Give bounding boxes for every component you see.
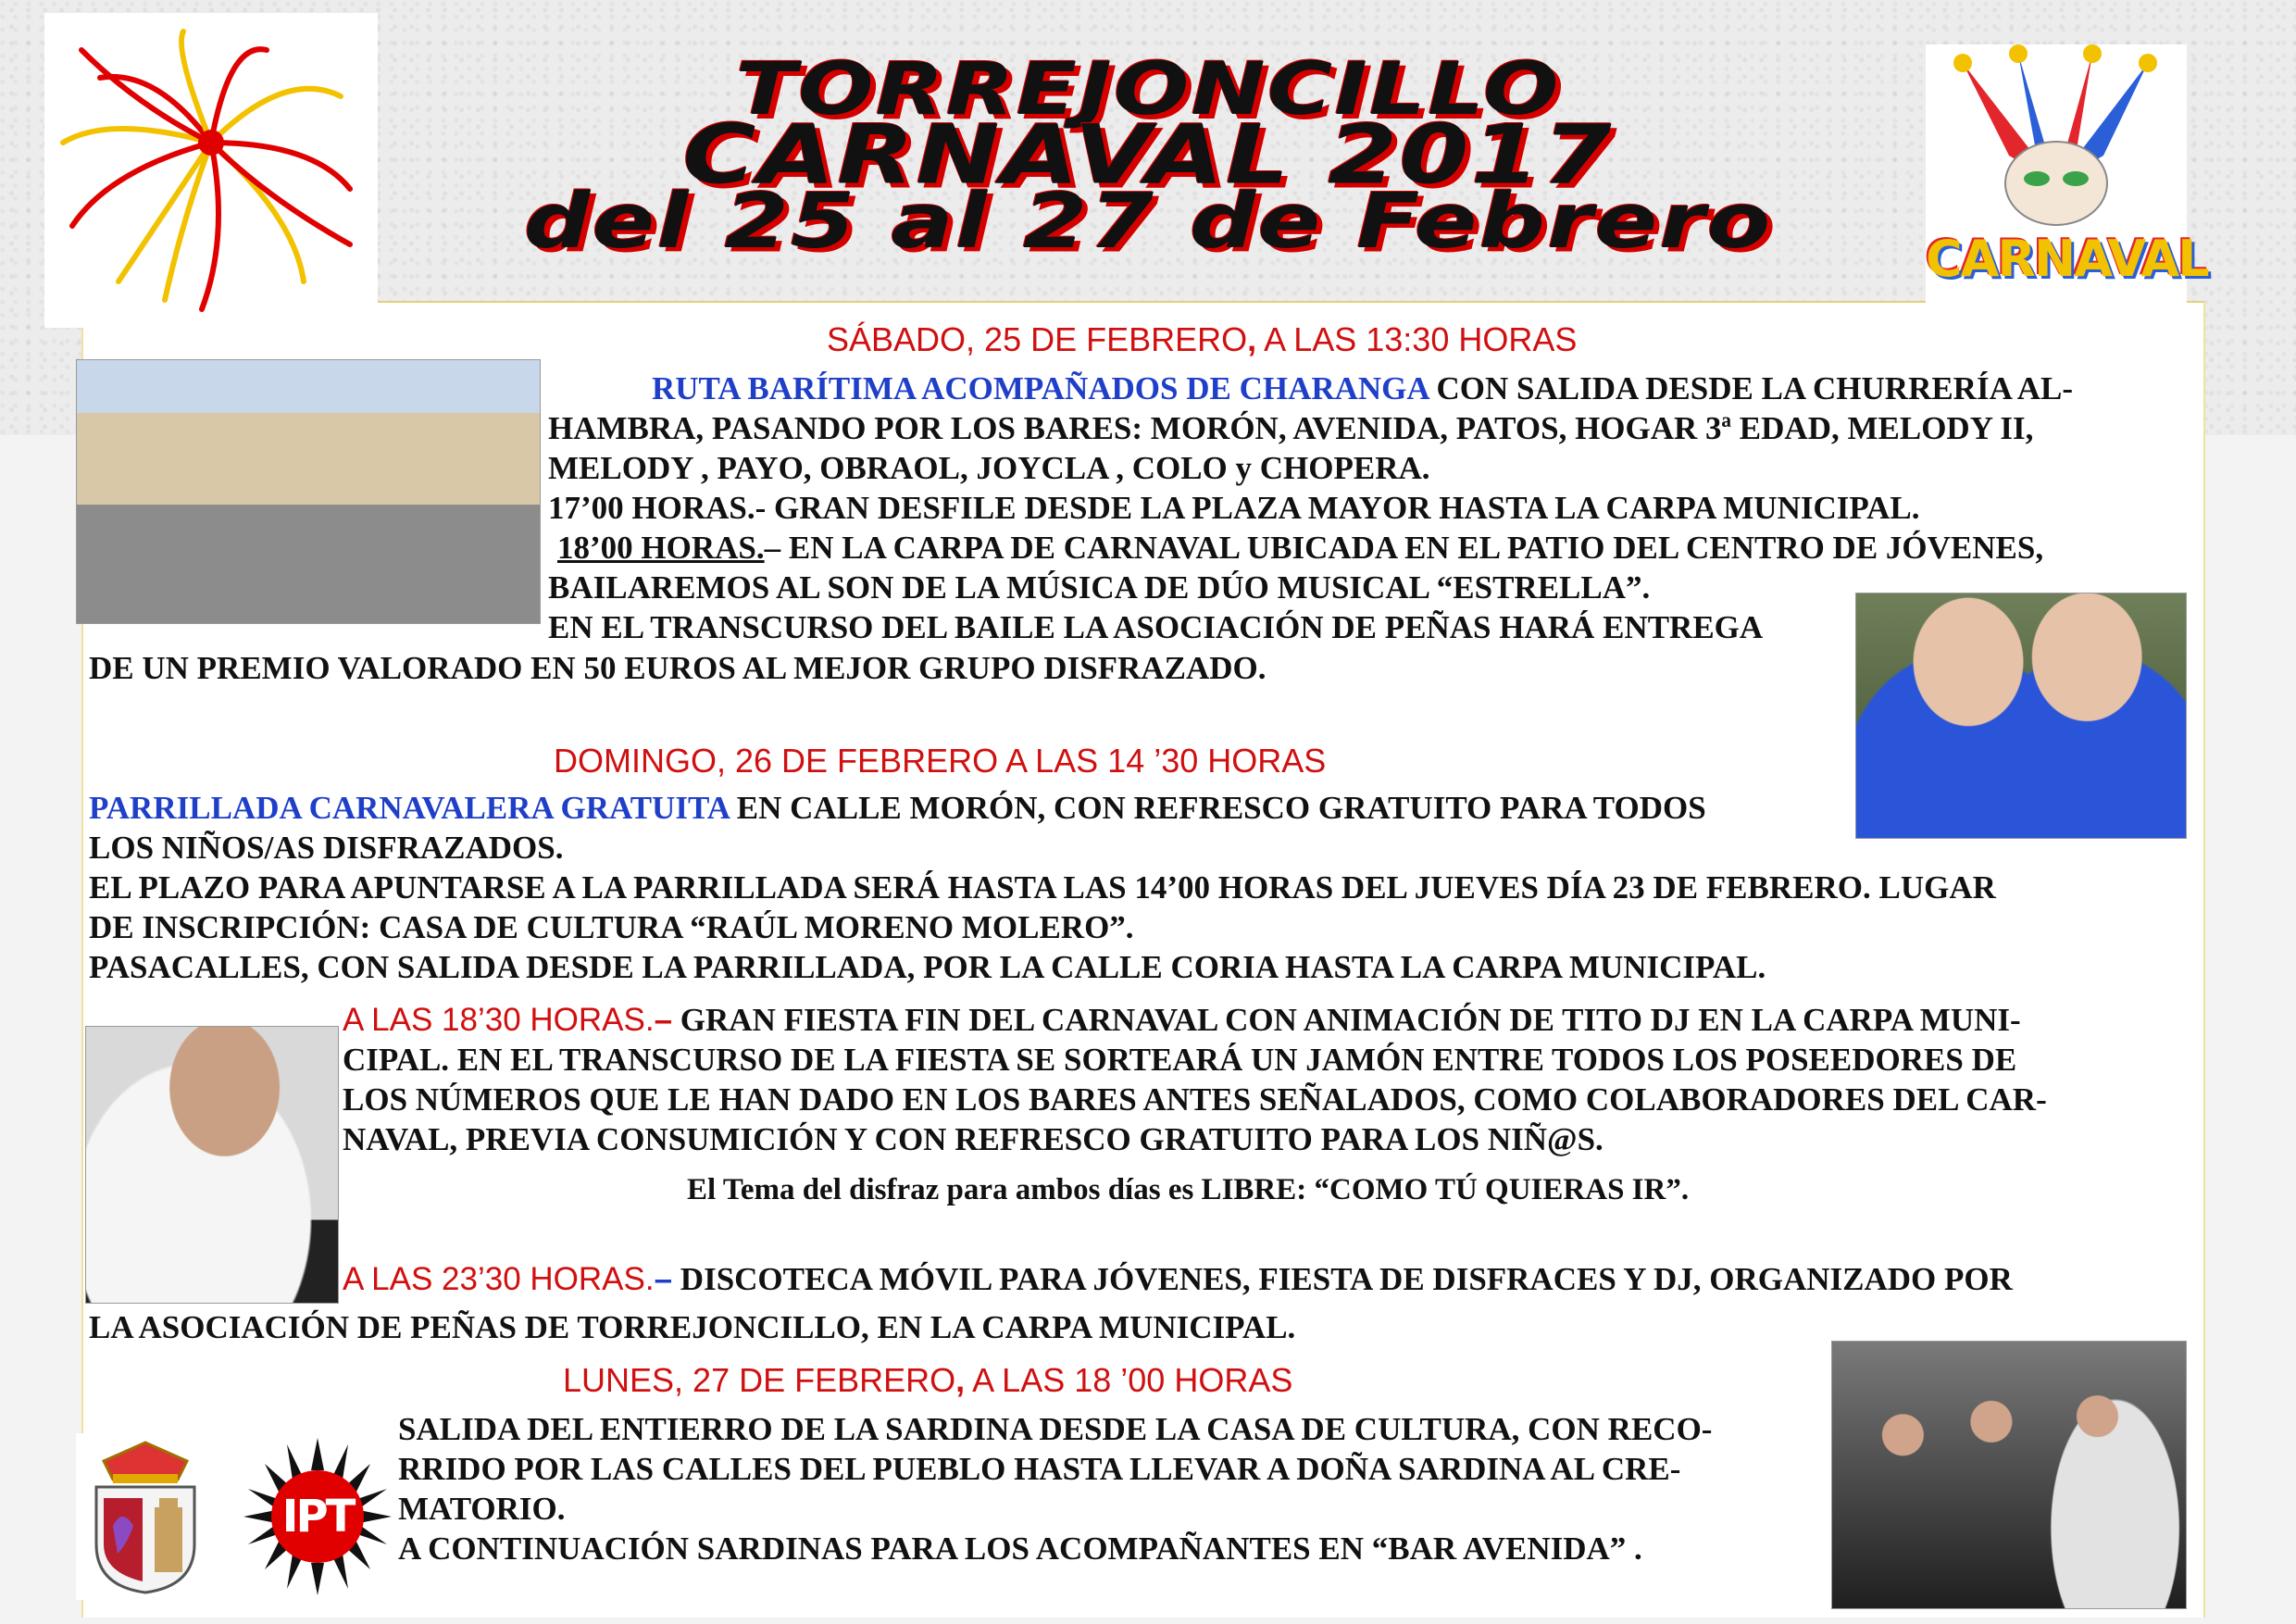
sunday-line-5: PASACALLES, CON SALIDA DESDE LA PARRILLADA, POR LA CALLE CORIA HASTA LA CARPA MUNICIPAL. xyxy=(89,949,1766,985)
saturday-line-7: EN EL TRANSCURSO DEL BAILE LA ASOCIACIÓN DE PEÑAS HARÁ ENTREGA xyxy=(548,609,1764,645)
saturday-line-6: BAILAREMOS AL SON DE LA MÚSICA DE DÚO MUSICAL “ESTRELLA”. xyxy=(548,569,1651,606)
ipt-logo xyxy=(239,1433,396,1600)
disco-dash: – xyxy=(654,1261,673,1297)
jester-mask-icon xyxy=(1926,44,2187,230)
monday-heading-date: LUNES, 27 DE FEBRERO xyxy=(563,1361,956,1399)
sunday-line-1 xyxy=(89,788,2181,828)
title-line-3: del 25 al 27 de Febrero xyxy=(523,176,1773,266)
sunday-line-4: DE INSCRIPCIÓN: CASA DE CULTURA “RAÚL MORENO MOLERO”. xyxy=(89,909,1134,945)
grill-title: PARRILLADA CARNAVALERA GRATUITA xyxy=(89,790,730,826)
saturday-line-4: 17’00 HORAS.- GRAN DESFILE DESDE LA PLAZA MAYOR HASTA LA CARPA MUNICIPAL. xyxy=(548,490,1920,526)
parade-street-photo xyxy=(76,359,541,624)
coat-of-arms-logo xyxy=(76,1433,215,1600)
sardine-burial-photo xyxy=(1831,1341,2187,1609)
route-rest: CON SALIDA DESDE LA CHURRERÍA AL- xyxy=(1428,370,2074,406)
party-line-2: CIPAL. EN EL TRANSCURSO DE LA FIESTA SE SORTEARÁ UN JAMÓN ENTRE TODOS LOS POSEEDORES DE xyxy=(343,1042,2017,1078)
party-line-1 xyxy=(343,1000,2181,1040)
monday-heading-comma: , xyxy=(955,1361,966,1399)
fireworks-icon xyxy=(44,13,378,328)
carnaval-mask-logo xyxy=(1926,44,2208,313)
saturday-heading-time: A LAS 13:30 HORAS xyxy=(1256,320,1578,358)
tito-dj-photo xyxy=(85,1026,339,1304)
sunday-heading: DOMINGO, 26 DE FEBRERO A LAS 14 ’30 HORAS xyxy=(554,742,1327,780)
costume-theme: El Tema del disfraz para ambos días es LIBRE: “COMO TÚ QUIERAS IR”. xyxy=(687,1173,1690,1206)
saturday-line-1 xyxy=(548,369,2181,408)
carnaval-logo-text: CARNAVAL xyxy=(1926,230,2208,288)
grill-rest: EN CALLE MORÓN, CON REFRESCO GRATUITO PARA TODOS xyxy=(729,790,1706,826)
party-line-3: LOS NÚMEROS QUE LE HAN DADO EN LOS BARES ANTES SEÑALADOS, COMO COLABORADORES DEL CAR- xyxy=(343,1081,2047,1118)
sunday-line-3: EL PLAZO PARA APUNTARSE A LA PARRILLADA SERÁ HASTA LAS 14’00 HORAS DEL JUEVES DÍA 23 DE FEBRERO. LUGAR xyxy=(89,869,1996,906)
sunday-line-2: LOS NIÑOS/AS DISFRAZADOS. xyxy=(89,830,564,866)
ipt-logo-text: IPT xyxy=(281,1491,354,1543)
party-text-block xyxy=(343,1000,2181,1159)
disco-time: A LAS 23’30 HORAS. xyxy=(343,1261,655,1297)
saturday-line-2: HAMBRA, PASANDO POR LOS BARES: MORÓN, AVENIDA, PATOS, HOGAR 3ª EDAD, MELODY II, xyxy=(548,410,2034,446)
monday-line-2: RRIDO POR LAS CALLES DEL PUEBLO HASTA LLEVAR A DOÑA SARDINA AL CRE- xyxy=(398,1451,1681,1487)
monday-line-4: A CONTINUACIÓN SARDINAS PARA LOS ACOMPAÑANTES EN “BAR AVENIDA” . xyxy=(398,1530,1642,1567)
saturday-prize-line: DE UN PREMIO VALORADO EN 50 EUROS AL MEJOR GRUPO DISFRAZADO. xyxy=(89,650,1267,686)
monday-heading-time: A LAS 18 ’00 HORAS xyxy=(965,1361,1293,1399)
saturday-heading-date: SÁBADO, 25 DE FEBRERO xyxy=(827,320,1248,358)
sunday-text-block xyxy=(89,788,2181,987)
disco-text-block xyxy=(343,1259,2181,1299)
party-time: A LAS 18’30 HORAS. xyxy=(343,1002,655,1038)
party-line-4: NAVAL, PREVIA CONSUMICIÓN Y CON REFRESCO GRATUITO PARA LOS NIÑ@S. xyxy=(343,1121,1603,1157)
monday-text-block xyxy=(398,1409,1824,1568)
saturday-heading-comma: , xyxy=(1247,320,1257,358)
monday-line-1: SALIDA DEL ENTIERRO DE LA SARDINA DESDE LA CASA DE CULTURA, CON RECO- xyxy=(398,1411,1713,1447)
fireworks-image xyxy=(44,13,378,328)
saturday-heading xyxy=(827,320,1577,359)
disco-rest: DISCOTECA MÓVIL PARA JÓVENES, FIESTA DE DISFRACES Y DJ, ORGANIZADO POR xyxy=(672,1261,2013,1297)
title-line-2: CARNAVAL 2017 xyxy=(682,107,1614,203)
party-rest: GRAN FIESTA FIN DEL CARNAVAL CON ANIMACIÓN DE TITO DJ EN LA CARPA MUNI- xyxy=(672,1002,2021,1038)
party-dash: – xyxy=(654,1002,673,1038)
dance-rest: – EN LA CARPA DE CARNAVAL UBICADA EN EL PATIO DEL CENTRO DE JÓVENES, xyxy=(764,530,2044,566)
coat-of-arms-icon xyxy=(76,1433,215,1600)
route-title: RUTA BARÍTIMA ACOMPAÑADOS DE CHARANGA xyxy=(652,370,1429,406)
disco-line-1 xyxy=(343,1259,2181,1299)
monday-line-3: MATORIO. xyxy=(398,1491,566,1527)
monday-heading xyxy=(563,1361,1292,1400)
disco-line-2: LA ASOCIACIÓN DE PEÑAS DE TORREJONCILLO, EN LA CARPA MUNICIPAL. xyxy=(89,1309,1296,1345)
saturday-line-3: MELODY , PAYO, OBRAOL, JOYCLA , COLO y CHOPERA. xyxy=(548,450,1430,486)
dance-time: 18’00 HORAS. xyxy=(557,530,765,566)
saturday-line-5 xyxy=(548,528,2181,568)
title-line-1: TORREJONCILLO xyxy=(735,46,1561,131)
